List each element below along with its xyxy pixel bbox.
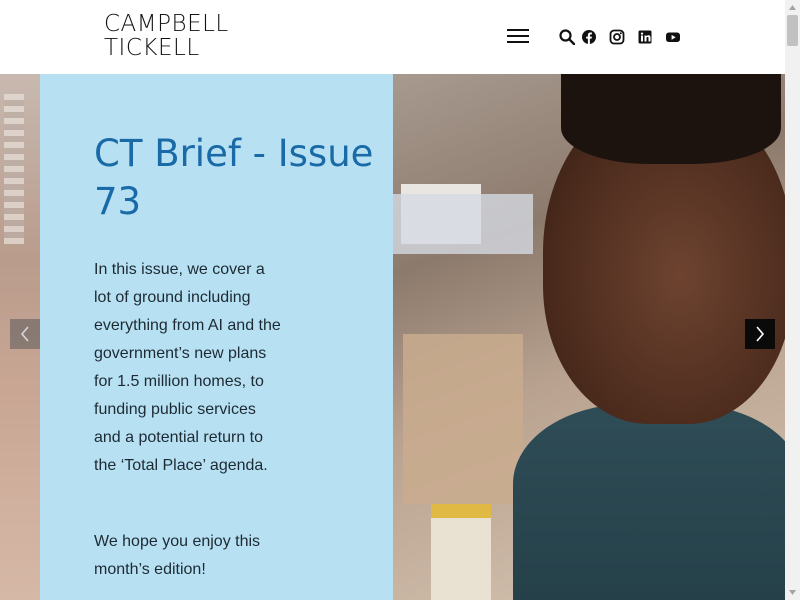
linkedin-icon[interactable] — [637, 29, 653, 45]
chevron-left-icon — [19, 325, 31, 343]
scroll-down-arrow-icon[interactable] — [785, 585, 800, 600]
slider-next-button[interactable] — [745, 319, 775, 349]
slider-prev-button[interactable] — [10, 319, 40, 349]
slide-title[interactable]: CT Brief - Issue 73 — [94, 132, 374, 223]
chevron-right-icon — [754, 325, 766, 343]
slide-closing-text: We hope you enjoy this month’s edition! — [94, 533, 261, 578]
logo-line-1: CAMPBELL — [104, 11, 229, 37]
instagram-icon[interactable] — [609, 29, 625, 45]
slide-description: In this issue, we cover a lot of ground including everything from AI and the government’s new plans for 1.5 million homes, to funding public services and a potential return to the ‘Total Place’ agenda. — [94, 261, 281, 474]
slide-image — [393, 74, 785, 600]
logo-line-2: TICKELL — [104, 35, 200, 61]
facebook-icon[interactable] — [581, 29, 597, 45]
site-logo[interactable] — [104, 12, 229, 60]
hamburger-menu-icon[interactable] — [507, 29, 529, 44]
scrollbar-thumb[interactable] — [787, 15, 798, 46]
scroll-up-arrow-icon[interactable] — [785, 0, 800, 15]
search-icon[interactable] — [559, 29, 575, 45]
site-header — [0, 0, 785, 74]
page-scrollbar[interactable] — [785, 0, 800, 600]
youtube-icon[interactable] — [665, 29, 681, 45]
